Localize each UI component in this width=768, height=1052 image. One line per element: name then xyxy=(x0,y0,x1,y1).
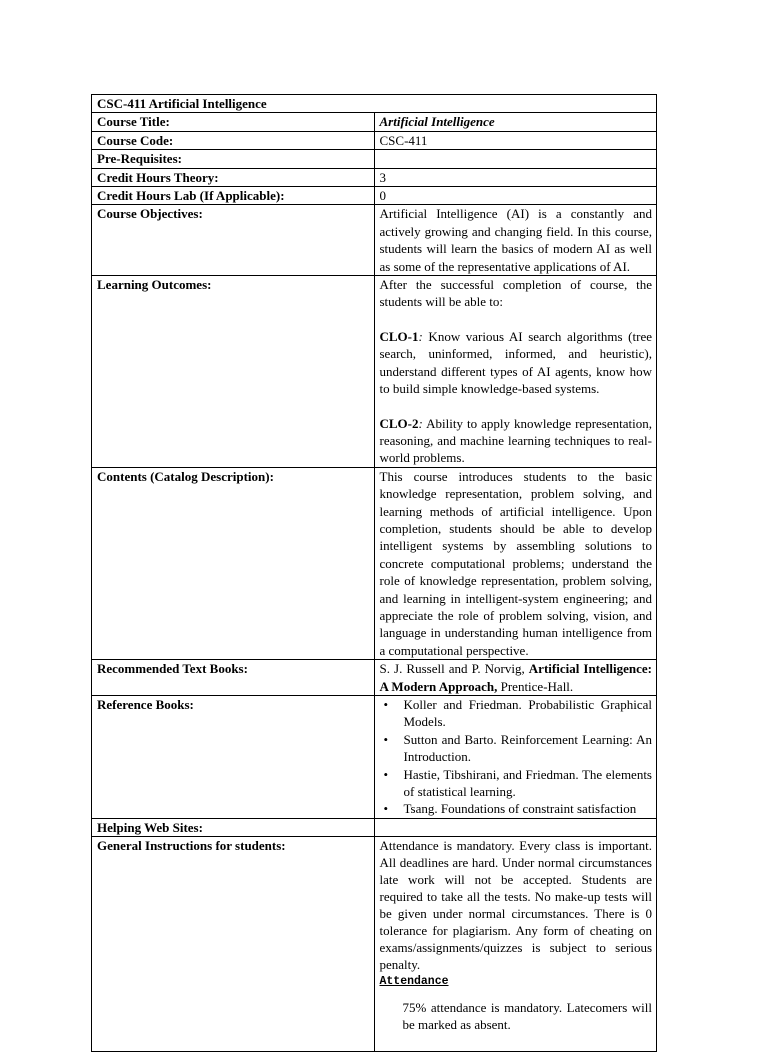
attendance-heading: Attendance xyxy=(379,975,449,989)
contents-value: This course introduces students to the basic knowledge representation, problem solving, and learning methods of artificial intelligence. Upon completion, students should be able to develop intelligent systems by assembling solutions to concrete computational problems; understand the role of knowledge representation, problem solving, and learning in intelligent-system engineering; and appreciate the role of problem solving, vision, and language in understanding human intelligence from a computational perspective. xyxy=(374,467,657,659)
textbook-authors: S. J. Russell and P. Norvig, xyxy=(379,661,529,677)
instructions-label: General Instructions for students: xyxy=(92,837,375,1052)
contents-label: Contents (Catalog Description): xyxy=(92,467,375,659)
course-title-label: Course Title: xyxy=(92,113,375,131)
credit-lab-label: Credit Hours Lab (If Applicable): xyxy=(92,187,375,205)
instructions-value xyxy=(374,837,657,1052)
prerequisites-value xyxy=(374,150,657,168)
clo-1-text: Know various AI search algorithms (tree search, uninformed, informed, and heuristic), understand different types of AI agents, know how to build simple knowledge-based systems. xyxy=(379,328,652,397)
textbooks-label: Recommended Text Books: xyxy=(92,660,375,696)
table-row xyxy=(92,131,657,149)
attendance-text: 75% attendance is mandatory. Latecomers will be marked as absent. xyxy=(402,999,652,1033)
course-code-value: CSC-411 xyxy=(374,131,657,149)
outcomes-intro: After the successful completion of course, the students will be able to: xyxy=(379,277,652,310)
list-item: • Hastie, Tibshirani, and Friedman. The elements of statistical learning. xyxy=(380,766,653,801)
textbook-publisher: Prentice-Hall. xyxy=(497,678,574,694)
course-outline-table xyxy=(91,94,657,1052)
table-row xyxy=(92,113,657,131)
instructions-text: Attendance is mandatory. Every class is important. All deadlines are hard. Under normal circumstances late work will not be accepted. Students are required to take all the tests. No make-up tests will be given under normal circumstances. There is 0 tolerance for plagiarism. Any form of cheating on exams/assignments/quizzes is subject to serious penalty. xyxy=(379,838,652,973)
table-row xyxy=(92,818,657,836)
outcomes-label: Learning Outcomes: xyxy=(92,276,375,468)
list-item: • Koller and Friedman. Probabilistic Graphical Models. xyxy=(380,696,653,731)
outcomes-value xyxy=(374,276,657,468)
course-title-value: Artificial Intelligence xyxy=(374,113,657,131)
refbooks-list xyxy=(380,696,653,818)
clo-1-label: CLO-1 xyxy=(379,328,419,344)
refbooks-value xyxy=(374,696,657,819)
table-row xyxy=(92,205,657,276)
table-row xyxy=(92,660,657,696)
clo-1: CLO-1: Know various AI search algorithms (tree search, uninformed, informed, and heuristic), understand different types of AI agents, know how to build simple knowledge-based systems. xyxy=(379,328,652,397)
table-row xyxy=(92,696,657,819)
table-row xyxy=(92,150,657,168)
list-item: • Tsang. Foundations of constraint satisfaction xyxy=(380,800,653,817)
prerequisites-label: Pre-Requisites: xyxy=(92,150,375,168)
credit-lab-value: 0 xyxy=(374,187,657,205)
websites-value xyxy=(374,818,657,836)
course-header: CSC-411 Artificial Intelligence xyxy=(92,95,657,113)
course-code-label: Course Code: xyxy=(92,131,375,149)
textbooks-value xyxy=(374,660,657,696)
clo-2: CLO-2: Ability to apply knowledge representation, reasoning, and machine learning techniques to real-world problems. xyxy=(379,415,652,466)
table-row xyxy=(92,467,657,659)
credit-theory-value: 3 xyxy=(374,168,657,186)
table-row xyxy=(92,276,657,468)
refbooks-label: Reference Books: xyxy=(92,696,375,819)
table-row xyxy=(92,168,657,186)
table-header-row xyxy=(92,95,657,113)
clo-2-text: Ability to apply knowledge representation, reasoning, and machine learning techniques to real-world problems. xyxy=(379,415,652,466)
credit-theory-label: Credit Hours Theory: xyxy=(92,168,375,186)
websites-label: Helping Web Sites: xyxy=(92,818,375,836)
textbook-title: Artificial Intelligence: A Modern Approach, xyxy=(379,661,652,694)
table-row xyxy=(92,837,657,1052)
list-item: • Sutton and Barto. Reinforcement Learning: An Introduction. xyxy=(380,731,653,766)
clo-2-label: CLO-2 xyxy=(379,415,419,431)
objectives-value: Artificial Intelligence (AI) is a constantly and actively growing and changing field. In this course, students will learn the basics of modern AI as well as some of the representative applications of AI. xyxy=(374,205,657,276)
objectives-label: Course Objectives: xyxy=(92,205,375,276)
table-row xyxy=(92,187,657,205)
